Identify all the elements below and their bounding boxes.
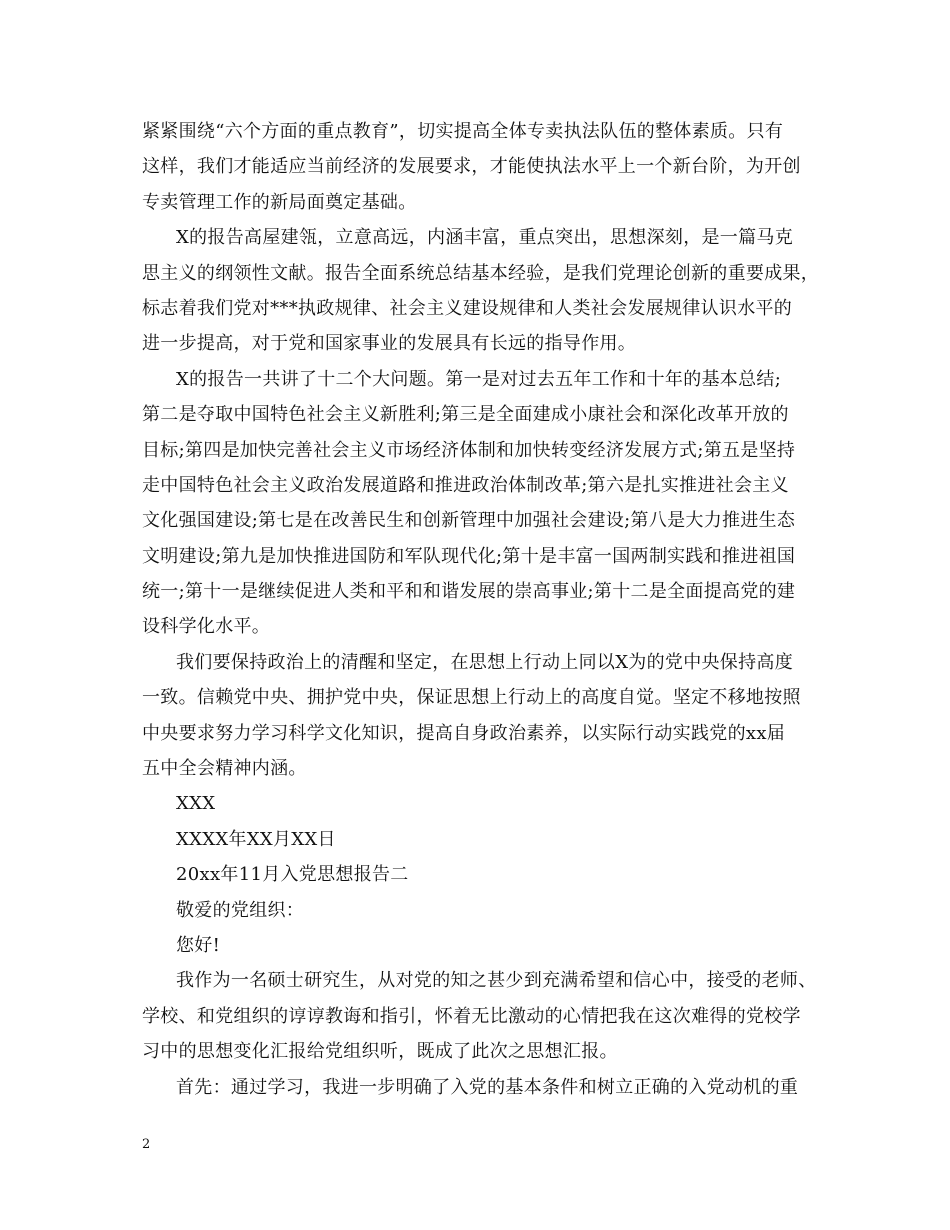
- text-line: 设科学化水平。: [142, 616, 271, 638]
- paragraph: [142, 1070, 818, 1105]
- text-line: 思主义的纲领性文献。报告全面系统总结基本经验，是我们党理论创新的重要成果，: [142, 262, 820, 284]
- paragraph: [142, 822, 818, 857]
- text-line: 文明建设;第九是加快推进国防和军队现代化;第十是丰富一国两制实践和推进祖国: [142, 545, 796, 567]
- text-line: 紧紧围绕“六个方面的重点教育”，切实提高全体专卖执法队伍的整体素质。只有: [142, 121, 784, 142]
- text-line: 首先：通过学习，我进一步明确了入党的基本条件和树立正确的入党动机的重: [176, 1076, 799, 1098]
- text-line: 进一步提高，对于党和国家事业的发展具有长远的指导作用。: [142, 333, 637, 355]
- text-line: 目标;第四是加快完善社会主义市场经济体制和加快转变经济发展方式;第五是坚持: [142, 439, 796, 461]
- document-body: [142, 114, 818, 1105]
- text-line: XXX: [176, 793, 216, 815]
- text-line: 这样，我们才能适应当前经济的发展要求，才能使执法水平上一个新台阶，为开创: [142, 156, 801, 178]
- text-line: 我作为一名硕士研究生，从对党的知之甚少到充满希望和信心中，接受的老师、: [176, 970, 817, 992]
- paragraph: [142, 786, 818, 821]
- text-line: 20xx年11月入党思想报告二: [176, 864, 409, 886]
- paragraph: [142, 645, 818, 787]
- text-line: 您好!: [176, 934, 221, 956]
- text-line: 敬爱的党组织：: [176, 899, 305, 921]
- text-line: 五中全会精神内涵。: [142, 758, 307, 780]
- text-line: 标志着我们党对***执政规律、社会主义建设规律和人类社会发展规律认识水平的: [142, 297, 793, 319]
- text-line: 统一;第十一是继续促进人类和平和和谐发展的崇高事业;第十二是全面提高党的建: [142, 581, 796, 603]
- paragraph: [142, 893, 818, 928]
- text-line: 习中的思想变化汇报给党组织听，既成了此次之思想汇报。: [142, 1041, 618, 1063]
- text-line: XXXX年XX月XX日: [176, 828, 336, 850]
- paragraph: [142, 362, 818, 645]
- paragraph: [142, 114, 818, 220]
- text-line: 文化强国建设;第七是在改善民生和创新管理中加强社会建设;第八是大力推进生态: [142, 510, 796, 532]
- text-line: X的报告高屋建瓴，立意高远，内涵丰富，重点突出，思想深刻，是一篇马克: [176, 227, 794, 249]
- text-line: 一致。信赖党中央、拥护党中央，保证思想上行动上的高度自觉。坚定不移地按照: [142, 687, 801, 709]
- page-number: 2: [142, 1137, 151, 1152]
- paragraph: [142, 928, 818, 963]
- text-line: 学校、和党组织的谆谆教诲和指引，怀着无比激动的心情把我在这次难得的党校学: [142, 1005, 801, 1027]
- paragraph: [142, 220, 818, 362]
- paragraph: [142, 857, 818, 892]
- text-line: X的报告一共讲了十二个大问题。第一是对过去五年工作和十年的基本总结;: [176, 368, 782, 390]
- text-line: 走中国特色社会主义政治发展道路和推进政治体制改革;第六是扎实推进社会主义: [142, 474, 789, 496]
- text-line: 专卖管理工作的新局面奠定基础。: [142, 191, 417, 213]
- text-line: 我们要保持政治上的清醒和坚定，在思想上行动上同以X为的党中央保持高度: [176, 651, 794, 673]
- text-line: 第二是夺取中国特色社会主义新胜利;第三是全面建成小康社会和深化改革开放的: [142, 404, 789, 426]
- paragraph: [142, 963, 818, 1069]
- text-line: 中央要求努力学习科学文化知识，提高自身政治素养，以实际行动实践党的xx届: [142, 722, 786, 744]
